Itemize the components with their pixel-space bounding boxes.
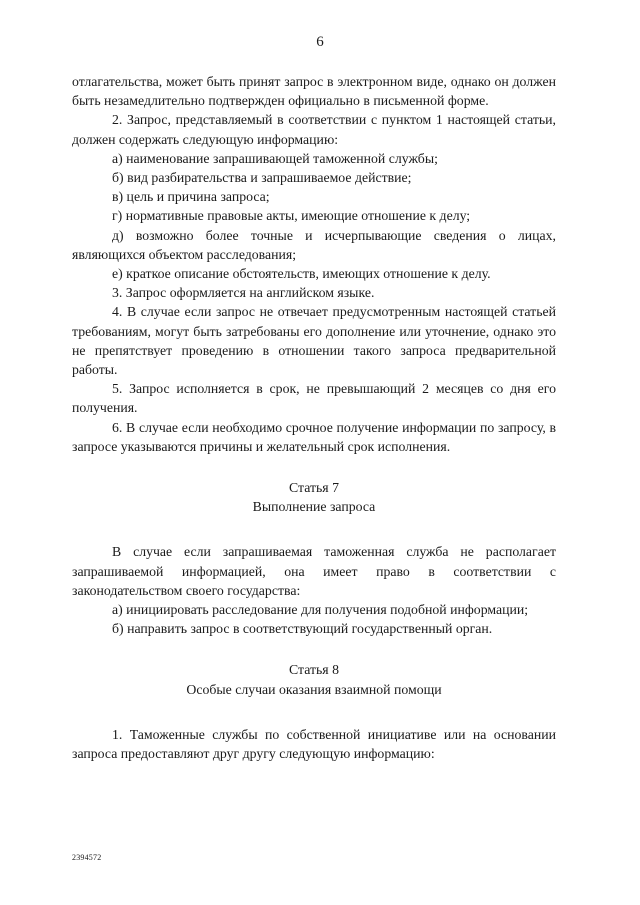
article-8-title: Особые случаи оказания взаимной помощи xyxy=(186,681,442,697)
paragraph-request-contents: 2. Запрос, представляемый в соответствии с пунктом 1 настоящей статьи, должен содержать следующую информацию: xyxy=(72,112,556,147)
document-id: 2394572 xyxy=(72,853,102,862)
list-item-g: г) нормативные правовые акты, имеющие отношение к делу; xyxy=(112,208,471,224)
list-item-v: в) цель и причина запроса; xyxy=(112,189,270,205)
paragraph-execution: В случае если запрашиваемая таможенная служба не располагает запрашиваемой информацией, она имеет право в соответствии с законодательством своего государства: xyxy=(72,544,556,598)
paragraph-deadline: 5. Запрос исполняется в срок, не превышающий 2 месяцев со дня его получения. xyxy=(72,381,556,416)
list-item-a: а) наименование запрашивающей таможенной службы; xyxy=(112,150,438,166)
paragraph-special-cases: 1. Таможенные службы по собственной инициативе или на основании запроса предоставляют друг другу следующую информацию: xyxy=(72,726,556,762)
page-number: 6 xyxy=(316,34,324,50)
list-item-e: е) краткое описание обстоятельств, имеющих отношение к делу. xyxy=(112,266,491,282)
document-body xyxy=(72,72,556,763)
paragraph-continuation: отлагательства, может быть принят запрос в электронном виде, однако он должен быть незамедлительно подтвержден официально в письменной форме. xyxy=(72,74,556,109)
list-item-b: б) вид разбирательства и запрашиваемое действие; xyxy=(112,170,412,186)
paragraph-urgent: 6. В случае если необходимо срочное получение информации по запросу, в запросе указываются причины и желательный срок исполнения. xyxy=(72,419,556,454)
list-item-d: д) возможно более точные и исчерпывающие сведения о лицах, являющихся объектом расследования; xyxy=(72,227,556,262)
paragraph-language: 3. Запрос оформляется на английском языке. xyxy=(112,285,375,301)
list-item-initiate: а) инициировать расследование для получения подобной информации; xyxy=(112,602,529,618)
list-item-forward: б) направить запрос в соответствующий государственный орган. xyxy=(112,621,493,637)
article-8-number: Статья 8 xyxy=(288,662,339,678)
article-7-number: Статья 7 xyxy=(288,480,339,496)
paragraph-requirements: 4. В случае если запрос не отвечает предусмотренным настоящей статьей требованиям, могут быть затребованы его дополнение или уточнение, однако это не препятствует проведению в отношении такого запроса предварительной работы. xyxy=(72,304,556,378)
article-7-title: Выполнение запроса xyxy=(252,499,376,515)
